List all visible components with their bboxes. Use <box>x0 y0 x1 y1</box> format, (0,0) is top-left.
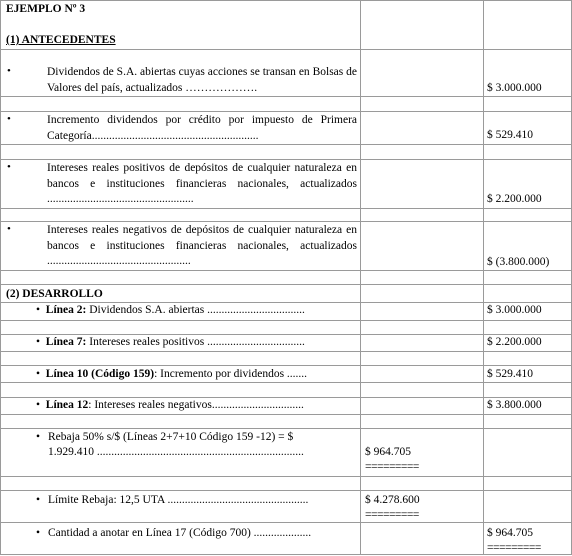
antecedente-item-value: $ 529.410 <box>487 129 533 141</box>
desarrollo-item <box>36 398 304 413</box>
rebaja-line2: 1.929.410 ........................................................................ <box>48 446 304 458</box>
bullet-icon: • <box>36 368 41 380</box>
cantidad-text: Cantidad a anotar en Línea 17 (Código 700) .................... <box>48 527 312 539</box>
desarrollo-item-value: $ 3.000.000 <box>487 304 542 316</box>
desarrollo-heading: (2) DESARROLLO <box>6 288 103 300</box>
line-label: Línea 7: <box>45 336 87 348</box>
antecedente-item-text: Incremento dividendos por crédito por impuesto de Primera Categoría.......................................................... <box>47 114 357 142</box>
desarrollo-item-value: $ 529.410 <box>487 368 533 380</box>
rebaja-amount: $ 964.705 <box>365 446 411 458</box>
desarrollo-item <box>36 367 307 382</box>
bullet-icon: • <box>36 527 41 539</box>
line-text: Intereses reales positivos .................................. <box>86 336 305 348</box>
line-label: Línea 12 <box>45 399 89 411</box>
rebaja-line1: Rebaja 50% s/$ (Líneas 2+7+10 Código 159 -12) = $ <box>48 431 294 443</box>
bullet-icon: • <box>7 161 11 173</box>
desarrollo-item-value: $ 3.800.000 <box>487 399 542 411</box>
antecedente-item-text: Intereses reales positivos de depósitos de cualquier naturaleza en bancos e instituciones financieras nacionales, actualizados ................................................... <box>47 162 357 205</box>
line-label: Línea 2: <box>45 304 87 316</box>
antecedentes-heading: (1) ANTECEDENTES <box>6 34 116 46</box>
bullet-icon: • <box>7 223 11 235</box>
line-text: : Incremento por dividendos ....... <box>154 368 308 380</box>
bullet-icon: • <box>36 431 41 443</box>
bullet-icon: • <box>36 399 41 411</box>
line-label: Línea 10 (Código 159) <box>45 368 155 380</box>
antecedente-item-text: Intereses reales negativos de depósitos de cualquier naturaleza en bancos e instituciones financieras nacionales, actualizados .................................................. <box>47 224 357 267</box>
desarrollo-item <box>36 335 305 350</box>
antecedente-item-value: $ 3.000.000 <box>487 82 542 94</box>
desarrollo-item-value: $ 2.200.000 <box>487 336 542 348</box>
cantidad-amount: $ 964.705 <box>487 527 533 539</box>
line-text: Dividendos S.A. abiertas .................................. <box>86 304 305 316</box>
antecedente-item-text: Dividendos de S.A. abiertas cuyas acciones se transan en Bolsas de Valores del país, actualizados ………………. <box>47 66 357 94</box>
line-text: : Intereses reales negativos................................ <box>88 399 304 411</box>
desarrollo-item <box>36 303 305 318</box>
antecedente-item-value: $ (3.800.000) <box>487 256 550 268</box>
limite-text: Límite Rebaja: 12,5 UTA ................................................. <box>48 494 309 506</box>
page-title: EJEMPLO Nº 3 <box>6 3 86 15</box>
bullet-icon: • <box>36 494 41 506</box>
antecedente-item-value: $ 2.200.000 <box>487 193 542 205</box>
bullet-icon: • <box>7 113 11 125</box>
cantidad-double-underline: ========= <box>487 542 541 554</box>
bullet-icon: • <box>7 65 11 77</box>
bullet-icon: • <box>36 304 41 316</box>
bullet-icon: • <box>36 336 41 348</box>
rebaja-double-underline: ========= <box>365 461 419 473</box>
limite-double-underline: ========= <box>365 509 419 521</box>
limite-amount: $ 4.278.600 <box>365 494 420 506</box>
